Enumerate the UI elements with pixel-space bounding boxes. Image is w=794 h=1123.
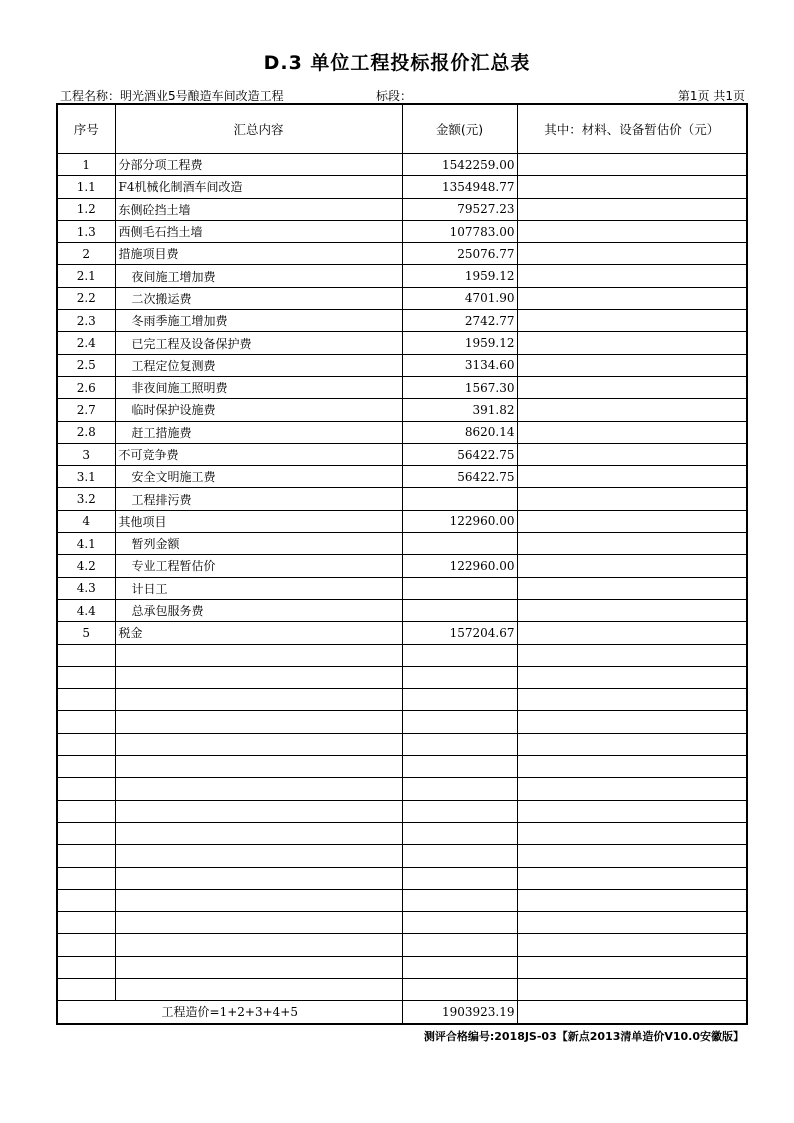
- row-name: 工程定位复测费: [115, 354, 402, 376]
- row-number: 2.8: [57, 421, 115, 443]
- row-amount: 1542259.00: [402, 154, 517, 176]
- empty-cell: [115, 867, 402, 889]
- empty-cell: [402, 800, 517, 822]
- row-amount: 25076.77: [402, 243, 517, 265]
- empty-cell: [517, 978, 747, 1000]
- row-name: 暂列金额: [115, 533, 402, 555]
- row-number: 1: [57, 154, 115, 176]
- table-row: [57, 533, 747, 555]
- empty-cell: [402, 912, 517, 934]
- empty-cell: [57, 822, 115, 844]
- summary-table: [56, 103, 748, 1025]
- empty-row: [57, 845, 747, 867]
- row-name: 夜间施工增加费: [115, 265, 402, 287]
- empty-cell: [517, 644, 747, 666]
- row-provisional: [517, 510, 747, 532]
- row-name: 东侧砼挡土墙: [115, 198, 402, 220]
- empty-cell: [402, 889, 517, 911]
- row-provisional: [517, 399, 747, 421]
- row-amount: 56422.75: [402, 443, 517, 465]
- row-number: 4.1: [57, 533, 115, 555]
- empty-cell: [517, 689, 747, 711]
- row-number: 4.3: [57, 577, 115, 599]
- row-name: 已完工程及设备保护费: [115, 332, 402, 354]
- empty-cell: [57, 711, 115, 733]
- row-number: 2.2: [57, 287, 115, 309]
- table-row: [57, 599, 747, 621]
- header-no: 序号: [57, 104, 115, 154]
- row-number: 2.7: [57, 399, 115, 421]
- empty-row: [57, 822, 747, 844]
- row-number: 2.3: [57, 310, 115, 332]
- table-row: [57, 265, 747, 287]
- empty-row: [57, 666, 747, 688]
- row-provisional: [517, 198, 747, 220]
- table-row: [57, 399, 747, 421]
- empty-cell: [115, 666, 402, 688]
- empty-row: [57, 778, 747, 800]
- row-name: 临时保护设施费: [115, 399, 402, 421]
- row-number: 1.3: [57, 220, 115, 242]
- row-name: 非夜间施工照明费: [115, 376, 402, 398]
- empty-cell: [517, 912, 747, 934]
- empty-cell: [115, 756, 402, 778]
- table-row: [57, 354, 747, 376]
- row-number: 4.2: [57, 555, 115, 577]
- empty-cell: [517, 822, 747, 844]
- row-name: 西侧毛石挡土墙: [115, 220, 402, 242]
- row-name: 安全文明施工费: [115, 466, 402, 488]
- table-row: [57, 243, 747, 265]
- row-number: 1.2: [57, 198, 115, 220]
- empty-cell: [402, 689, 517, 711]
- empty-cell: [517, 778, 747, 800]
- footer-certification: 测评合格编号:2018JS-03【新点2013清单造价V10.0安徽版】: [423, 1030, 744, 1043]
- row-amount: 3134.60: [402, 354, 517, 376]
- row-name: 措施项目费: [115, 243, 402, 265]
- empty-cell: [115, 845, 402, 867]
- header-amount: 金额(元): [402, 104, 517, 154]
- total-label: 工程造价=1+2+3+4+5: [57, 1001, 402, 1024]
- empty-cell: [517, 711, 747, 733]
- row-provisional: [517, 354, 747, 376]
- empty-row: [57, 800, 747, 822]
- empty-cell: [402, 778, 517, 800]
- row-amount: 157204.67: [402, 622, 517, 644]
- row-name: 赶工措施费: [115, 421, 402, 443]
- empty-cell: [115, 934, 402, 956]
- row-number: 1.1: [57, 176, 115, 198]
- row-provisional: [517, 220, 747, 242]
- row-provisional: [517, 243, 747, 265]
- row-amount: 1959.12: [402, 265, 517, 287]
- row-amount: 391.82: [402, 399, 517, 421]
- empty-cell: [57, 778, 115, 800]
- row-name: 税金: [115, 622, 402, 644]
- empty-cell: [57, 733, 115, 755]
- empty-cell: [402, 756, 517, 778]
- project-name: 工程名称：明光酒业5号酿造车间改造工程: [60, 89, 284, 103]
- row-name: 专业工程暂估价: [115, 555, 402, 577]
- table-row: [57, 220, 747, 242]
- empty-cell: [402, 733, 517, 755]
- row-provisional: [517, 577, 747, 599]
- row-provisional: [517, 376, 747, 398]
- empty-row: [57, 689, 747, 711]
- empty-cell: [57, 956, 115, 978]
- row-number: 2: [57, 243, 115, 265]
- table-row: [57, 488, 747, 510]
- row-provisional: [517, 154, 747, 176]
- row-provisional: [517, 599, 747, 621]
- empty-row: [57, 644, 747, 666]
- empty-row: [57, 867, 747, 889]
- empty-cell: [517, 733, 747, 755]
- row-amount: [402, 488, 517, 510]
- table-row: [57, 443, 747, 465]
- row-name: 分部分项工程费: [115, 154, 402, 176]
- section-label: 标段：: [376, 89, 413, 103]
- table-row: [57, 376, 747, 398]
- row-provisional: [517, 622, 747, 644]
- row-name: 总承包服务费: [115, 599, 402, 621]
- empty-cell: [57, 867, 115, 889]
- table-body: [57, 154, 747, 1024]
- empty-cell: [517, 889, 747, 911]
- header-name: 汇总内容: [115, 104, 402, 154]
- row-amount: 1354948.77: [402, 176, 517, 198]
- empty-row: [57, 733, 747, 755]
- row-amount: [402, 577, 517, 599]
- row-amount: 1959.12: [402, 332, 517, 354]
- row-number: 2.6: [57, 376, 115, 398]
- empty-cell: [517, 756, 747, 778]
- row-provisional: [517, 265, 747, 287]
- empty-cell: [57, 934, 115, 956]
- empty-row: [57, 889, 747, 911]
- table-row: [57, 287, 747, 309]
- empty-row: [57, 711, 747, 733]
- empty-cell: [57, 845, 115, 867]
- page-indicator: 第1页 共1页: [677, 89, 745, 103]
- row-amount: 1567.30: [402, 376, 517, 398]
- empty-cell: [57, 978, 115, 1000]
- empty-cell: [57, 800, 115, 822]
- empty-cell: [402, 978, 517, 1000]
- empty-cell: [517, 800, 747, 822]
- row-number: 2.4: [57, 332, 115, 354]
- empty-cell: [57, 912, 115, 934]
- empty-cell: [402, 934, 517, 956]
- table-header-row: [57, 104, 747, 154]
- empty-cell: [402, 644, 517, 666]
- row-name: 计日工: [115, 577, 402, 599]
- table-row: [57, 154, 747, 176]
- table-row: [57, 466, 747, 488]
- row-amount: 56422.75: [402, 466, 517, 488]
- row-amount: 8620.14: [402, 421, 517, 443]
- empty-cell: [517, 666, 747, 688]
- row-name: F4机械化制酒车间改造: [115, 176, 402, 198]
- row-number: 3.1: [57, 466, 115, 488]
- row-provisional: [517, 443, 747, 465]
- row-provisional: [517, 287, 747, 309]
- row-number: 2.1: [57, 265, 115, 287]
- empty-cell: [115, 912, 402, 934]
- row-provisional: [517, 533, 747, 555]
- row-number: 3.2: [57, 488, 115, 510]
- row-provisional: [517, 421, 747, 443]
- empty-row: [57, 912, 747, 934]
- row-amount: [402, 599, 517, 621]
- row-name: 二次搬运费: [115, 287, 402, 309]
- row-number: 5: [57, 622, 115, 644]
- row-amount: 122960.00: [402, 555, 517, 577]
- empty-cell: [115, 889, 402, 911]
- row-provisional: [517, 310, 747, 332]
- table-row: [57, 555, 747, 577]
- row-amount: 79527.23: [402, 198, 517, 220]
- empty-cell: [517, 867, 747, 889]
- row-amount: 4701.90: [402, 287, 517, 309]
- empty-cell: [115, 711, 402, 733]
- row-amount: 107783.00: [402, 220, 517, 242]
- empty-cell: [517, 956, 747, 978]
- row-provisional: [517, 466, 747, 488]
- empty-cell: [115, 800, 402, 822]
- table-row: [57, 577, 747, 599]
- empty-cell: [57, 889, 115, 911]
- empty-cell: [402, 666, 517, 688]
- total-row: [57, 1001, 747, 1024]
- row-name: 其他项目: [115, 510, 402, 532]
- row-name: 工程排污费: [115, 488, 402, 510]
- empty-cell: [402, 845, 517, 867]
- empty-cell: [115, 978, 402, 1000]
- row-amount: 122960.00: [402, 510, 517, 532]
- table-row: [57, 421, 747, 443]
- empty-cell: [57, 644, 115, 666]
- row-provisional: [517, 176, 747, 198]
- header-provisional: 其中：材料、设备暂估价（元）: [517, 104, 747, 154]
- table-row: [57, 622, 747, 644]
- empty-cell: [517, 934, 747, 956]
- empty-cell: [57, 689, 115, 711]
- row-number: 4.4: [57, 599, 115, 621]
- total-provisional: [517, 1001, 747, 1024]
- empty-row: [57, 756, 747, 778]
- table-row: [57, 510, 747, 532]
- row-amount: [402, 533, 517, 555]
- empty-cell: [57, 756, 115, 778]
- row-amount: 2742.77: [402, 310, 517, 332]
- empty-cell: [115, 644, 402, 666]
- empty-cell: [115, 956, 402, 978]
- page-title: D.3 单位工程投标报价汇总表: [263, 52, 531, 74]
- empty-cell: [115, 689, 402, 711]
- row-name: 不可竞争费: [115, 443, 402, 465]
- table-row: [57, 198, 747, 220]
- empty-row: [57, 978, 747, 1000]
- empty-cell: [402, 867, 517, 889]
- row-number: 2.5: [57, 354, 115, 376]
- total-amount: 1903923.19: [402, 1001, 517, 1024]
- row-number: 3: [57, 443, 115, 465]
- empty-row: [57, 934, 747, 956]
- empty-cell: [115, 733, 402, 755]
- table-row: [57, 310, 747, 332]
- empty-cell: [402, 711, 517, 733]
- empty-cell: [517, 845, 747, 867]
- empty-cell: [402, 822, 517, 844]
- empty-cell: [402, 956, 517, 978]
- table-row: [57, 332, 747, 354]
- empty-cell: [115, 822, 402, 844]
- row-provisional: [517, 555, 747, 577]
- empty-row: [57, 956, 747, 978]
- table-row: [57, 176, 747, 198]
- empty-cell: [115, 778, 402, 800]
- row-name: 冬雨季施工增加费: [115, 310, 402, 332]
- row-provisional: [517, 488, 747, 510]
- empty-cell: [57, 666, 115, 688]
- row-number: 4: [57, 510, 115, 532]
- row-provisional: [517, 332, 747, 354]
